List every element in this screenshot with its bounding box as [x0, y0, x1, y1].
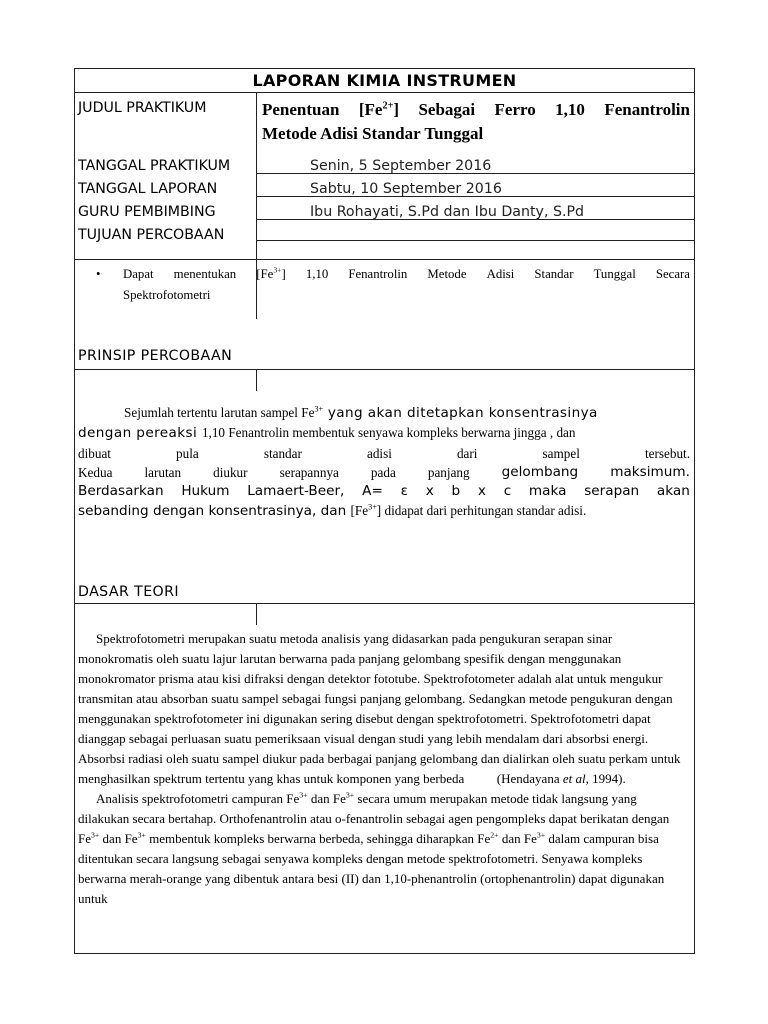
judul-word: $[Fe^{2+}]$	[358, 100, 400, 119]
guru-pembimbing-label: GURU PEMBIMBING	[78, 204, 216, 220]
dasar-paragraph-2: Analisis spektrofotometri campuran $Fe^{3+}$ dan $Fe^{3+}$ secara umum merupakan metode tidak langsung yang dilakukan secara bertahap. Orthofenantrolin atau o-fenantrolin sebagai agen pengompleks dapat berikatan dengan $Fe^{3+}$ dan $Fe^{3+}$ membentuk kompleks berwarna berbeda, sehingga diharapkan $Fe^{2+}$ dan $Fe^{3+}$ dalam campuran bisa ditentukan secara langsung sebagai senyawa kompleks dengan metode spektrofotometri. Senyawa kompleks berwarna merah-orange yang dibentuk antara besi (II) dan 1,10-phenantrolin (ortophenantrolin) dapat digunakan untuk	[78, 790, 670, 906]
judul-word: Penentuan	[262, 100, 340, 119]
tanggal-praktikum-label: TANGGAL PRAKTIKUM	[78, 158, 231, 174]
divider	[74, 603, 695, 604]
column-divider	[256, 603, 257, 625]
dasar-teori-heading: DASAR TEORI	[78, 584, 179, 600]
tanggal-praktikum-value: Senin, 5 September 2016	[310, 158, 492, 174]
judul-value	[262, 98, 690, 146]
judul-word: Sebagai	[418, 100, 476, 119]
divider	[74, 369, 695, 370]
judul-line2: Metode Adisi Standar Tunggal	[262, 124, 484, 143]
dasar-paragraph-1: Spektrofotometri merupakan suatu metoda analisis yang didasarkan pada pengukuran serapan sinar monokromatis oleh suatu lajur larutan berwarna pada panjang gelombang spesifik dengan menggunakan monokromator prisma atau kisi difraksi dengan detektor fototube. Spektrofotometer adalah alat untuk mengukur transmitan atau absorban suatu sampel sebagai fungsi panjang gelombang. Sedangkan metode pengukuran dengan menggunakan spektrofotometer ini digunakan sering disebut dengan spektrofotometri. Spektrofotometri dapat dianggap sebagai perluasan suatu pemeriksaan visual dengan studi yang lebih mendalam dari absorbsi energi. Absorbsi radiasi oleh suatu sampel diukur pada berbagai panjang gelombang dan dialirkan oleh suatu perkam untuk menghasilkan spektrum tertentu yang khas untuk komponen yang berbeda (Hendayana et al, 1994).	[78, 631, 681, 786]
prinsip-heading: PRINSIP PERCOBAAN	[78, 348, 233, 364]
tujuan-heading: TUJUAN PERCOBAAN	[78, 227, 225, 243]
judul-word: Ferro	[494, 100, 536, 119]
column-divider	[256, 369, 257, 391]
judul-label: JUDUL PRAKTIKUM	[78, 100, 207, 116]
judul-word: Fenantrolin	[604, 100, 690, 119]
tanggal-laporan-value: Sabtu, 10 September 2016	[310, 181, 502, 197]
bullet-icon: •	[96, 267, 101, 281]
judul-word: 1,10	[555, 100, 585, 119]
divider	[74, 92, 695, 93]
report-title: LAPORAN KIMIA INSTRUMEN	[252, 71, 517, 90]
column-divider	[256, 92, 257, 259]
divider	[74, 259, 695, 260]
tanggal-laporan-label: TANGGAL LAPORAN	[78, 181, 218, 197]
guru-pembimbing-value: Ibu Rohayati, S.Pd dan Ibu Danty, S.Pd	[310, 204, 585, 220]
divider	[256, 240, 695, 241]
dasar-teori-body	[78, 629, 688, 909]
prinsip-paragraph: Sejumlah tertentu larutan sampel $Fe^{3+}$ yang akan ditetapkan konsentrasinya dengan pereaksi 1,10 Fenantrolin membentuk senyawa kompleks berwarna jingga , dan dibuat pula standar adisi dari sampel tersebut. Kedua larutan diukur serapannya pada panjang gelombang maksimum. Berdasarkan Hukum Lamaert-Beer, A= ε x b x c maka serapan akan sebanding dengan konsentrasinya, dan $[Fe^{3+}]$ didapat dari perhitungan standar adisi.	[78, 404, 690, 520]
tujuan-list-item: • Dapat menentukan $[Fe^{3+}]$ 1,10 Fenantrolin Metode Adisi Standar Tunggal Secara Spektrofotometri	[96, 265, 690, 302]
